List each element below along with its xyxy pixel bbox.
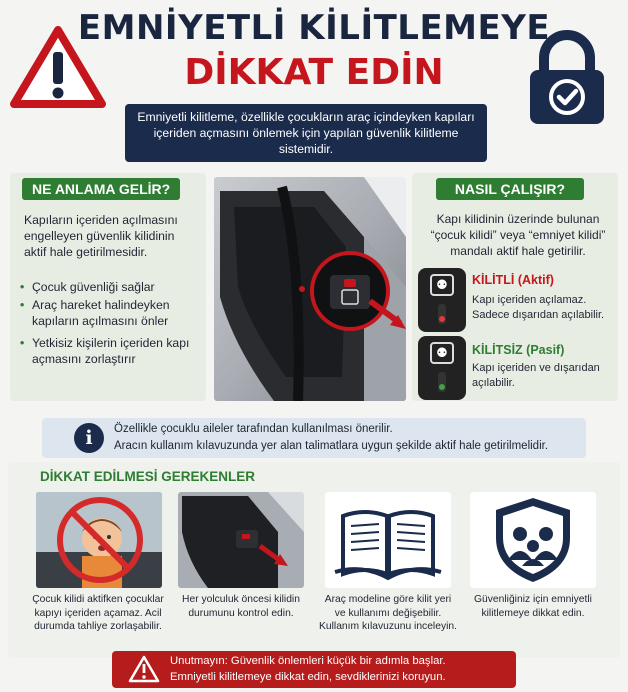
reminder-line: Unutmayın: Güvenlik önlemleri küçük bir adımla başlar. <box>170 655 446 667</box>
open-book-icon <box>325 492 451 588</box>
intro-box: Emniyetli kilitleme, özellikle çocukların araç içindeyken kapıları içeriden açmasını önlemek için yapılan güvenlik kilitleme sistemidir. <box>125 104 487 162</box>
locked-state-title: KİLİTLİ (Aktif) <box>472 273 554 287</box>
precautions-title: DİKKAT EDİLMESİ GEREKENLER <box>40 469 256 484</box>
bullet-item: • Çocuk güvenliği sağlar <box>20 279 200 295</box>
bullet-item: • Yetkisiz kişilerin içeriden kapı açmasını zorlaştırır <box>20 335 200 367</box>
unlocked-state-desc: Kapı içeriden ve dışarıdan açılabilir. <box>472 362 600 389</box>
info-line: Aracın kullanım kılavuzunda yer alan talimatlara uygun şekilde aktif hale getirilmelidir. <box>114 440 549 452</box>
locked-state-desc: Kapı içeriden açılamaz. Sadece dışarıdan açılabilir. <box>472 294 605 321</box>
precaution-caption: Her yolculuk öncesi kilidin durumunu kontrol edin. <box>182 594 300 619</box>
child-icon: ⚉ <box>430 342 454 364</box>
precaution-caption: Güvenliğiniz için emniyetli kilitlemeye dikkat edin. <box>474 594 592 619</box>
bullet-item: • Araç hareket halindeyken kapıların açılmasını önler <box>20 297 200 329</box>
unlocked-state-title: KİLİTSİZ (Pasif) <box>472 343 565 357</box>
door-check-image <box>178 492 304 588</box>
child-no-entry-image <box>36 492 162 588</box>
warning-icon <box>128 655 160 683</box>
precaution-caption: Çocuk kilidi aktifken çocuklar kapıyı içeriden açamaz. Acil durumda tahliye zorlaşabilir. <box>32 594 164 632</box>
page-subtitle: DİKKAT EDİN <box>184 52 444 93</box>
reminder-line: Emniyetli kilitlemeye dikkat edin, sevdiklerinizi koruyun. <box>170 671 446 683</box>
child-icon: ⚉ <box>430 274 454 296</box>
precaution-caption: Araç modeline göre kilit yeri ve kullanımı değişebilir. Kullanım kılavuzunu inceleyin. <box>319 594 457 632</box>
page-title: EMNİYETLİ KİLİTLEMEYE <box>77 8 551 48</box>
meaning-text: Kapıların içeriden açılmasını engelleyen güvenlik kilidinin aktif hale getirilmesidir. <box>24 213 178 259</box>
unlocked-switch-icon <box>418 336 466 400</box>
info-icon: i <box>74 423 104 453</box>
info-line: Özellikle çocuklu aileler tarafından kullanılması önerilir. <box>114 423 393 435</box>
door-lock-photo <box>214 177 406 401</box>
meaning-badge: NE ANLAMA GELİR? <box>22 178 180 200</box>
how-it-works-text: Kapı kilidinin üzerinde bulunan “çocuk kilidi” veya “emniyet kilidi” mandalı aktif hale getirilir. <box>430 212 606 258</box>
family-shield-icon <box>470 492 596 588</box>
lock-check-icon <box>524 30 610 126</box>
how-it-works-badge: NASIL ÇALIŞIR? <box>436 178 584 200</box>
locked-switch-icon <box>418 268 466 332</box>
